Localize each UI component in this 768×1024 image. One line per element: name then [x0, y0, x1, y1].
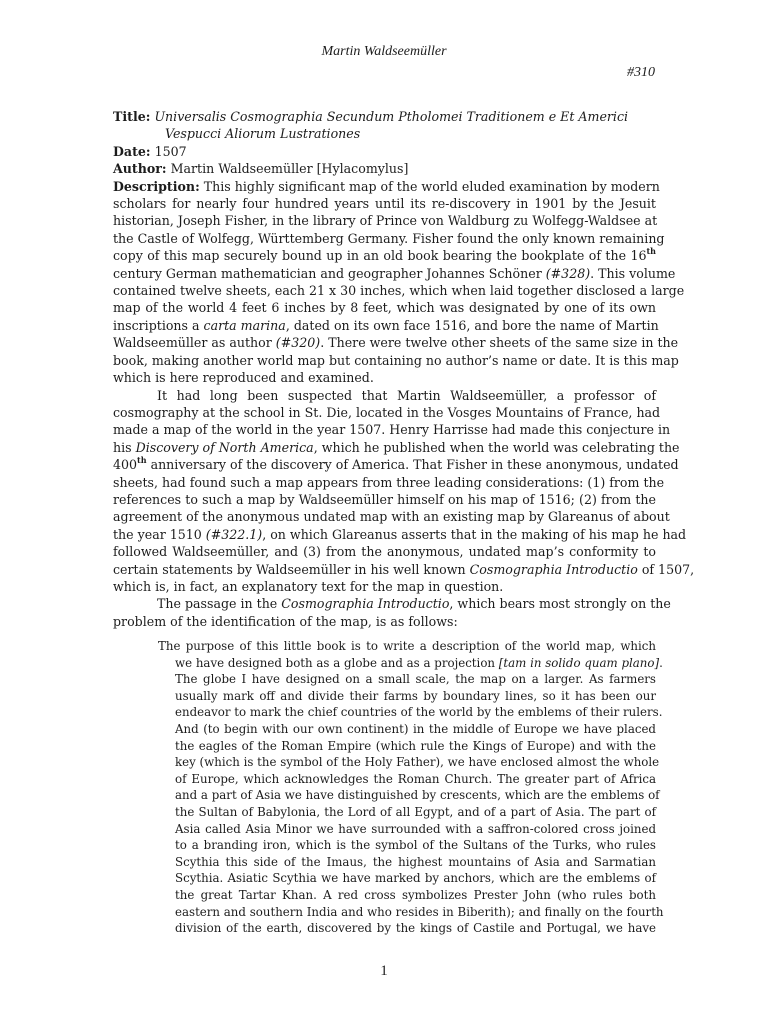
text-fragment: century German mathematician and geographer Johannes Schöner — [113, 265, 546, 281]
superscript: th — [137, 454, 147, 465]
text-line: problem of the identification of the map, is as follows: — [113, 613, 458, 629]
text-line: followed Waldseemüller, and (3) from the anonymous, undated map’s conformity to — [113, 544, 656, 560]
text-line: book, making another world map but containing no author’s name or date. It is this map — [113, 352, 679, 368]
text-fragment: certain statements by Waldseemüller in his well known — [113, 561, 470, 577]
text-fragment: inscriptions a — [113, 317, 204, 333]
text-line — [113, 595, 671, 612]
text-line: cosmography at the school in St. Die, located in the Vosges Mountains of France, had — [113, 404, 661, 420]
text-fragment: 400 — [113, 457, 138, 473]
title-line — [113, 108, 656, 125]
page-number: 1 — [380, 963, 388, 979]
quote-line: division of the earth, discovered by the kings of Castile and Portugal, we have — [175, 921, 656, 936]
text-line — [113, 265, 676, 282]
text-fragment: , which bears most strongly on the — [449, 596, 671, 612]
quote-line: to a branding iron, which is the symbol of the Sultans of the Turks, who rules — [175, 838, 656, 853]
quote-line: the Sultan of Babylonia, the Lord of all Egypt, and of a part of Asia. The part of — [175, 804, 656, 819]
text-line: which is here reproduced and examined. — [113, 370, 374, 386]
body-text — [113, 108, 695, 630]
running-head: Martin Waldseemüller — [321, 44, 447, 59]
text-line: It had long been suspected that Martin Waldseemüller, a professor of — [157, 387, 656, 403]
title-line-2 — [113, 125, 656, 142]
description-label: Description: — [113, 178, 200, 194]
author-line — [113, 160, 656, 177]
text-line: map of the world 4 feet 6 inches by 8 feet, which was designated by one of its own — [113, 300, 656, 316]
text-line: references to such a map by Waldseemüller himself on his map of 1516; (2) from the — [113, 491, 656, 507]
italic-term: Discovery of North America — [135, 439, 314, 455]
quote-line: Asia called Asia Minor we have surrounded with a saffron-colored cross joined — [175, 821, 656, 836]
text-fragment: , on which Glareanus asserts that in the making of his map he had — [262, 526, 687, 542]
italic-term: Cosmographia Introductio — [281, 596, 450, 612]
text-line: historian, Joseph Fisher, in the library of Prince von Waldburg zu Wolfegg-Waldsee at — [113, 213, 658, 229]
text-line: scholars for nearly four hundred years until its re-discovery in 1901 by the Jesuit — [113, 196, 656, 212]
text-line — [113, 454, 679, 473]
author-label: Author: — [113, 161, 167, 177]
text-fragment: . — [659, 655, 663, 670]
italic-term: Cosmographia Introductio — [469, 561, 638, 577]
block-quote — [158, 638, 664, 937]
text-fragment: . There were twelve other sheets of the same size in the — [320, 335, 679, 351]
quote-line: and a part of Asia we have distinguished by crescents, which are the emblems of — [175, 788, 660, 803]
text-line — [113, 334, 679, 351]
text-line: agreement of the anonymous undated map with an existing map by Glareanus of about — [113, 509, 670, 525]
italic-term: [tam in solido quam plano] — [498, 655, 660, 670]
text-fragment: The passage in the — [157, 596, 282, 612]
cross-reference: (#320) — [275, 335, 321, 351]
text-fragment: . This volume — [590, 265, 676, 281]
title-value-2: Vespucci Aliorum Lustrationes — [165, 126, 361, 142]
description-line — [113, 178, 660, 195]
quote-line: Scythia. Asiatic Scythia we have marked by anchors, which are the emblems of — [175, 871, 656, 886]
title-label: Title: — [113, 109, 151, 124]
title-value: Universalis Cosmographia Secundum Ptholomei Traditionem e Et Americi — [154, 109, 629, 124]
quote-line — [158, 655, 663, 672]
document-number: #310 — [627, 65, 655, 80]
quote-line: And (to begin with our own continent) in the middle of Europe we have placed — [175, 721, 656, 736]
quote-line: usually mark off and divide their farms by boundary lines, so it has been our — [175, 688, 656, 703]
text-fragment: , which he published when the world was celebrating the — [313, 439, 680, 455]
quote-line: of Europe, which acknowledges the Roman Church. The greater part of Africa — [175, 771, 656, 786]
text-fragment: copy of this map securely bound up in an old book bearing the bookplate of the 16 — [113, 248, 647, 264]
text-fragment: , dated on its own face 1516, and bore the name of Martin — [285, 317, 659, 333]
quote-line: Scythia this side of the Imaus, the highest mountains of Asia and Sarmatian — [175, 854, 656, 869]
date-line — [113, 143, 656, 160]
date-value: 1507 — [154, 143, 187, 159]
superscript: th — [646, 246, 656, 257]
cross-reference: (#322.1) — [205, 526, 263, 542]
text-line: the Castle of Wolfegg, Württemberg Germany. Fisher found the only known remaining — [113, 230, 665, 246]
quote-line: endeavor to mark the chief countries of the world by the emblems of their rulers. — [175, 705, 663, 720]
text-line — [113, 561, 695, 578]
quote-line: The purpose of this little book is to write a description of the world map, which — [158, 639, 656, 653]
text-fragment: anniversary of the discovery of America. That Fisher in these anonymous, undated — [146, 457, 679, 473]
text-line: This highly significant map of the world eluded examination by modern — [203, 178, 660, 194]
text-fragment: we have designed both as a globe and as a projection — [175, 655, 499, 670]
quote-line: eastern and southern India and who resides in Biberith); and finally on the fourth — [175, 904, 664, 919]
italic-term: carta marina — [203, 317, 286, 333]
text-line: made a map of the world in the year 1507. Henry Harrisse had made this conjecture in — [113, 422, 671, 438]
text-line — [113, 317, 659, 334]
cross-reference: (#328) — [545, 265, 591, 281]
text-fragment: his — [113, 439, 136, 455]
text-line: contained twelve sheets, each 21 x 30 inches, which when laid together disclosed a large — [113, 283, 685, 299]
quote-line: the eagles of the Roman Empire (which rule the Kings of Europe) and with the — [175, 738, 656, 753]
quote-line: key (which is the symbol of the Holy Father), we have enclosed almost the whole — [175, 755, 660, 770]
text-line: sheets, had found such a map appears from three leading considerations: (1) from the — [113, 474, 665, 490]
date-label: Date: — [113, 143, 151, 159]
author-value: Martin Waldseemüller [Hylacomylus] — [170, 161, 409, 177]
text-fragment: the year 1510 — [113, 526, 206, 542]
text-fragment: of 1507, — [637, 561, 695, 577]
quote-line: the great Tartar Khan. A red cross symbolizes Prester John (who rules both — [175, 887, 656, 902]
text-line — [113, 439, 680, 456]
text-line: which is, in fact, an explanatory text for the map in question. — [113, 578, 504, 594]
quote-line: The globe I have designed on a small scale, the map on a larger. As farmers — [175, 672, 656, 687]
text-fragment: Waldseemüller as author — [113, 335, 276, 351]
text-line — [113, 247, 656, 264]
text-line — [113, 526, 687, 543]
